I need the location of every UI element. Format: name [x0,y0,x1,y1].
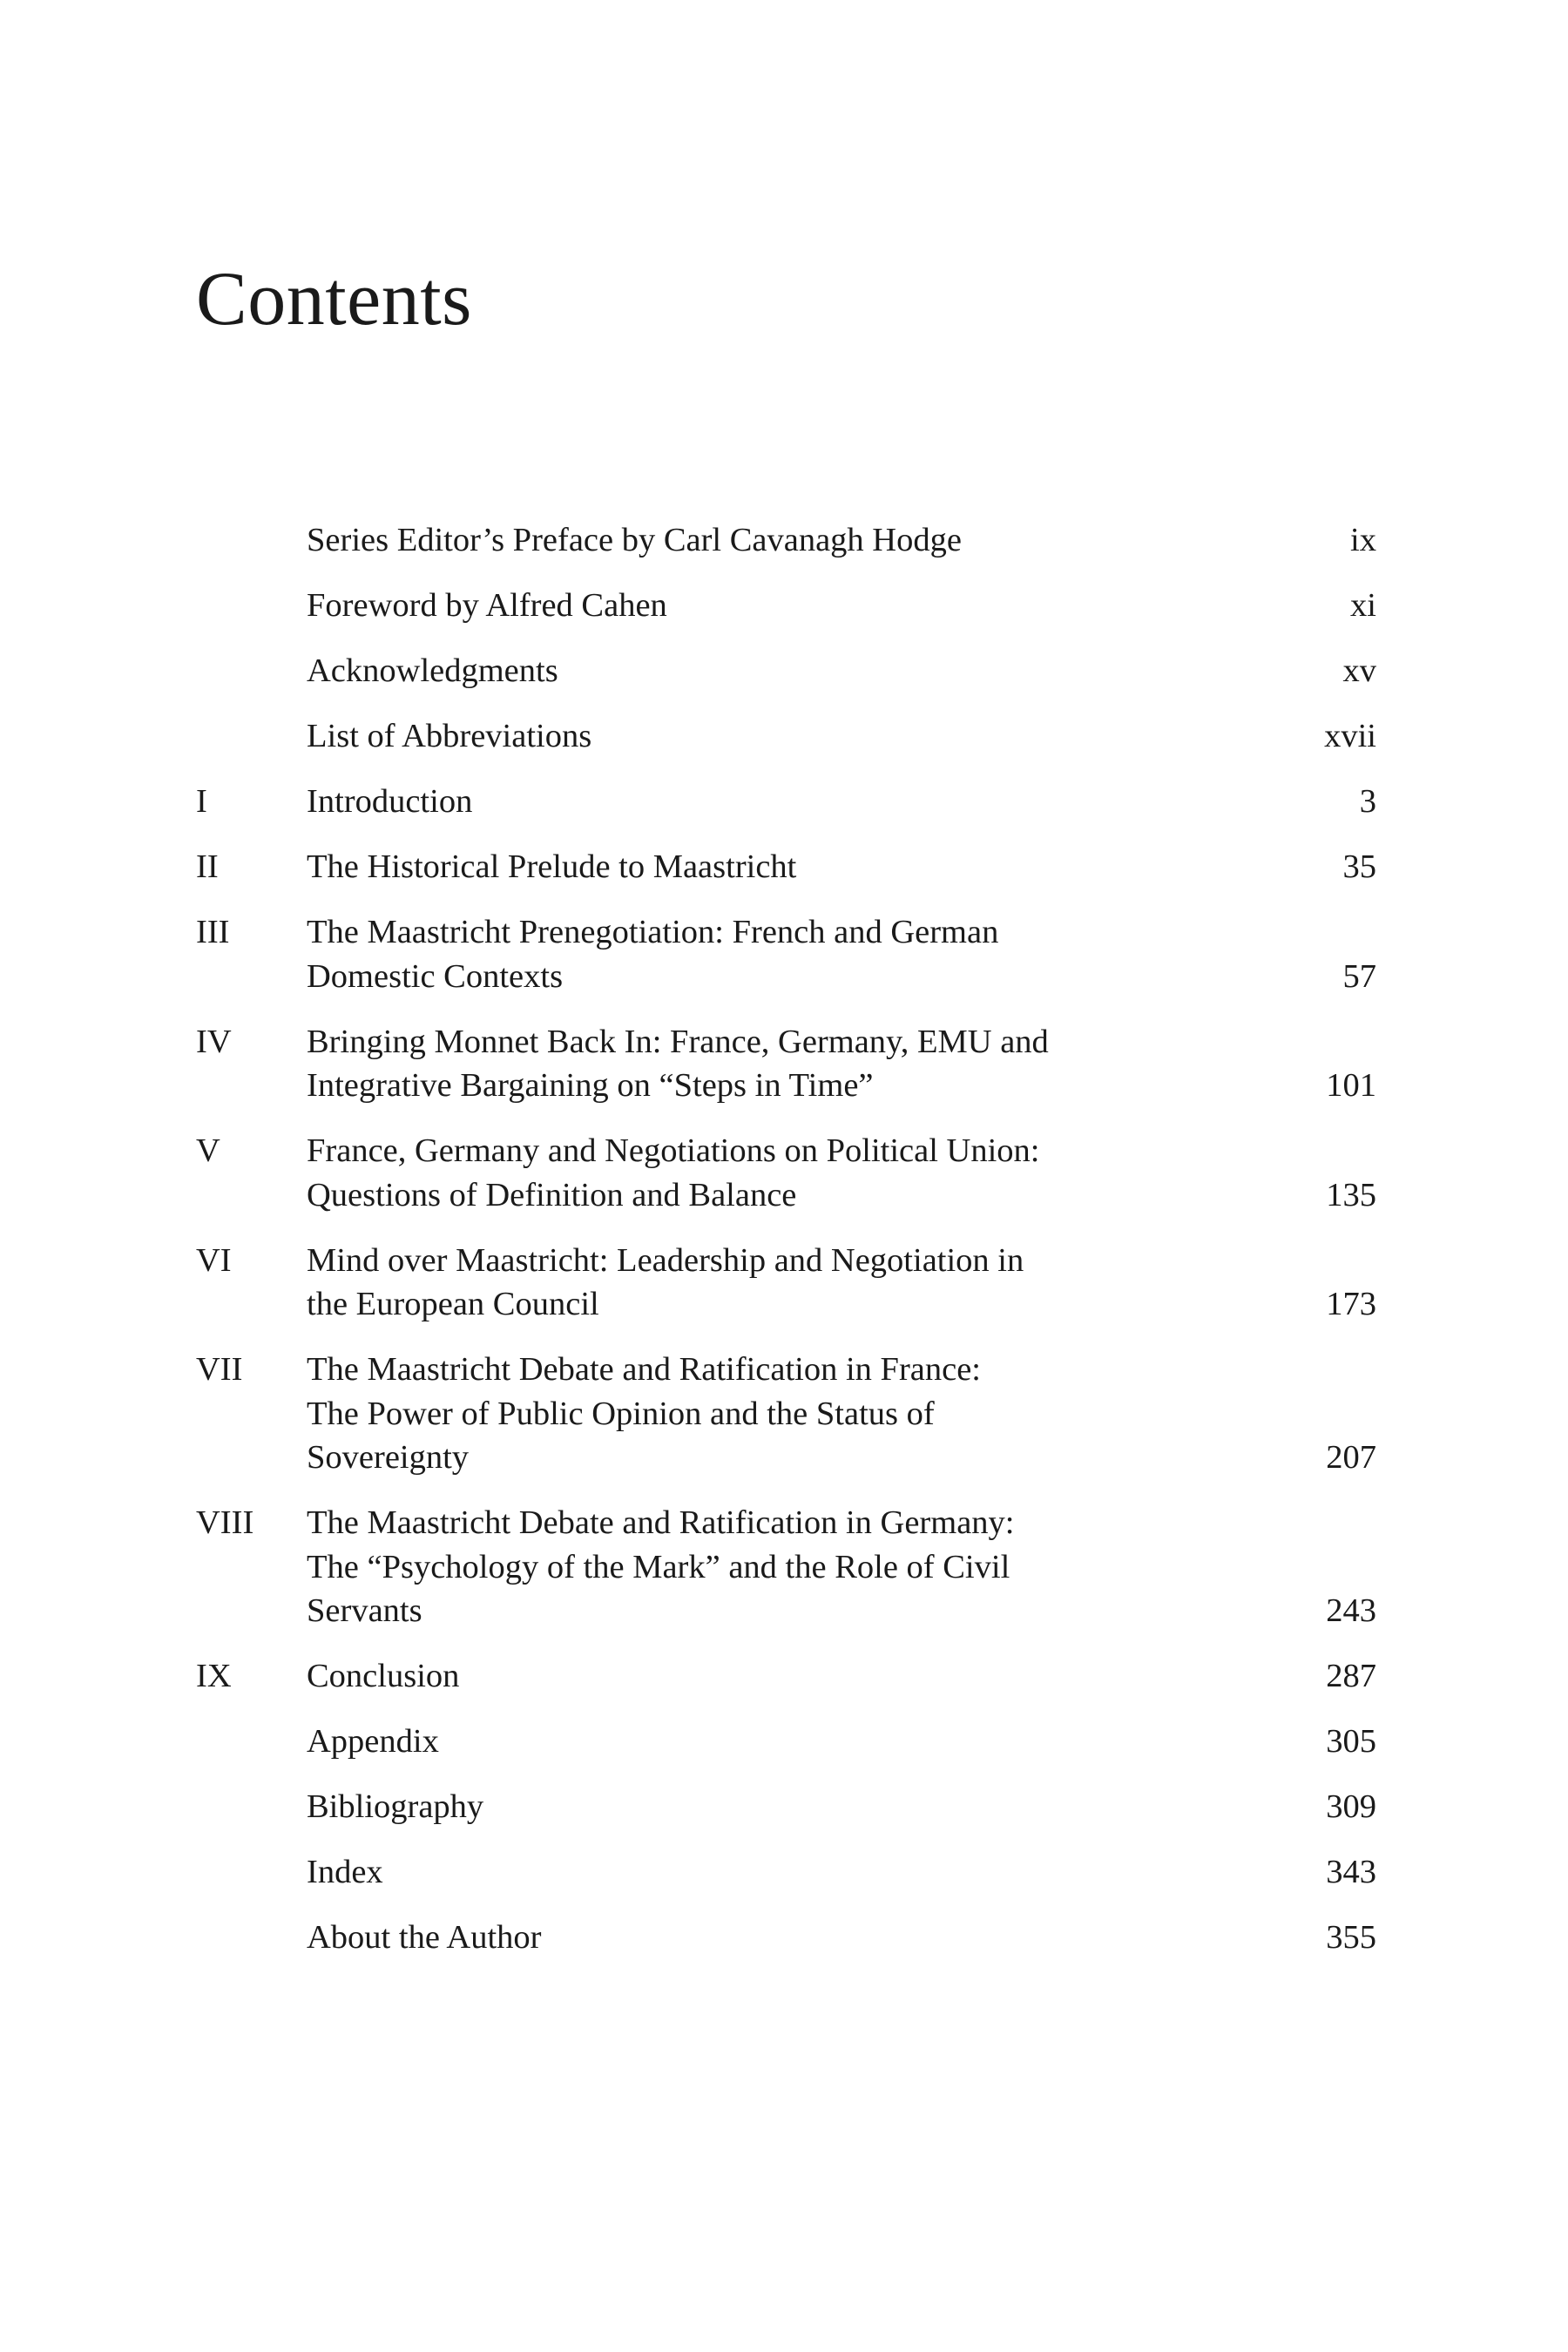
toc-entry[interactable] [196,584,1376,628]
page-number: 3 [1359,783,1376,820]
page-number: 309 [1326,1788,1376,1825]
toc-entry[interactable] [196,1654,1376,1699]
entry-title [307,1129,1202,1217]
chapter-number [196,649,307,693]
chapter-number [196,1850,307,1895]
entry-title [307,1654,1202,1699]
entry-title [307,1239,1202,1327]
entry-title [307,845,1202,889]
chapter-number: I [196,783,207,820]
page-number: ix [1350,522,1376,558]
toc-entry[interactable] [196,518,1376,563]
entry-title-line: Mind over Maastricht: Leadership and Negotiation in [307,1241,1024,1279]
page-number: 101 [1326,1067,1376,1104]
entry-title [307,1916,1202,1960]
page-number: 287 [1326,1658,1376,1694]
chapter-number: IV [196,1023,232,1060]
entry-title-line: France, Germany and Negotiations on Political Union: [307,1132,1040,1169]
chapter-number [196,518,307,563]
chapter-number: VIII [196,1504,254,1541]
page-number: xi [1350,587,1376,624]
entry-title-line: Sovereignty [307,1439,470,1476]
page-title: Contents [196,257,472,341]
entry-title-line: Foreword by Alfred Cahen [307,587,667,624]
entry-title [307,1785,1202,1829]
entry-title-line: Appendix [307,1723,439,1760]
entry-title [307,518,1202,563]
page-number: 207 [1326,1439,1376,1476]
entry-title-line: The Maastricht Debate and Ratification in Germany: [307,1504,1015,1541]
chapter-number: VII [196,1351,243,1388]
entry-title [307,584,1202,628]
toc-entry[interactable] [196,1850,1376,1895]
entry-title [307,1501,1202,1633]
toc-entry[interactable] [196,1501,1376,1633]
entry-title-line: Acknowledgments [307,652,558,689]
entry-title-line: the European Council [307,1286,599,1322]
chapter-number [196,714,307,759]
page-number: 135 [1326,1176,1376,1213]
chapter-number: II [196,848,219,885]
page-number: 57 [1342,957,1376,995]
page-number: 173 [1326,1286,1376,1322]
page-number: 35 [1342,848,1376,885]
toc-entry[interactable] [196,1720,1376,1764]
entry-title [307,780,1202,824]
toc-entry[interactable] [196,910,1376,998]
table-of-contents [196,518,1376,1981]
toc-entry[interactable] [196,1348,1376,1480]
entry-title [307,1348,1202,1480]
chapter-number: VI [196,1241,232,1279]
page-number: 243 [1326,1592,1376,1629]
page-number: 305 [1326,1723,1376,1760]
toc-entry[interactable] [196,1020,1376,1108]
entry-title [307,714,1202,759]
toc-entry[interactable] [196,780,1376,824]
toc-entry[interactable] [196,714,1376,759]
toc-entry[interactable] [196,649,1376,693]
entry-title-line: Bibliography [307,1788,484,1825]
entry-title [307,910,1202,998]
entry-title-line: Series Editor’s Preface by Carl Cavanagh Hodge [307,522,962,558]
page-number: xv [1342,652,1376,689]
entry-title-line: Domestic Contexts [307,957,564,995]
entry-title-line: Questions of Definition and Balance [307,1176,797,1213]
chapter-number [196,1916,307,1960]
entry-title-line: Introduction [307,783,473,820]
entry-title [307,1850,1202,1895]
entry-title [307,649,1202,693]
entry-title-line: The Power of Public Opinion and the Status of [307,1395,935,1432]
entry-title-line: The Maastricht Prenegotiation: French and German [307,914,999,950]
chapter-number: IX [196,1658,232,1694]
toc-entry[interactable] [196,1239,1376,1327]
chapter-number [196,1785,307,1829]
chapter-number [196,1720,307,1764]
toc-entry[interactable] [196,845,1376,889]
page-number: 355 [1326,1919,1376,1956]
chapter-number: III [196,914,230,950]
entry-title-line: About the Author [307,1919,542,1956]
entry-title-line: The Maastricht Debate and Ratification in France: [307,1351,981,1388]
entry-title [307,1020,1202,1108]
entry-title-line: The Historical Prelude to Maastricht [307,848,797,885]
toc-entry[interactable] [196,1129,1376,1217]
entry-title-line: The “Psychology of the Mark” and the Role of Civil [307,1548,1010,1585]
page-number: 343 [1326,1854,1376,1890]
toc-entry[interactable] [196,1916,1376,1960]
chapter-number: V [196,1132,220,1169]
entry-title [307,1720,1202,1764]
page-number: xvii [1324,718,1376,754]
entry-title-line: List of Abbreviations [307,718,592,754]
entry-title-line: Index [307,1854,383,1890]
toc-entry[interactable] [196,1785,1376,1829]
entry-title-line: Conclusion [307,1658,460,1694]
chapter-number [196,584,307,628]
entry-title-line: Integrative Bargaining on “Steps in Time” [307,1067,874,1104]
entry-title-line: Bringing Monnet Back In: France, Germany, EMU and [307,1023,1049,1060]
entry-title-line: Servants [307,1592,422,1629]
